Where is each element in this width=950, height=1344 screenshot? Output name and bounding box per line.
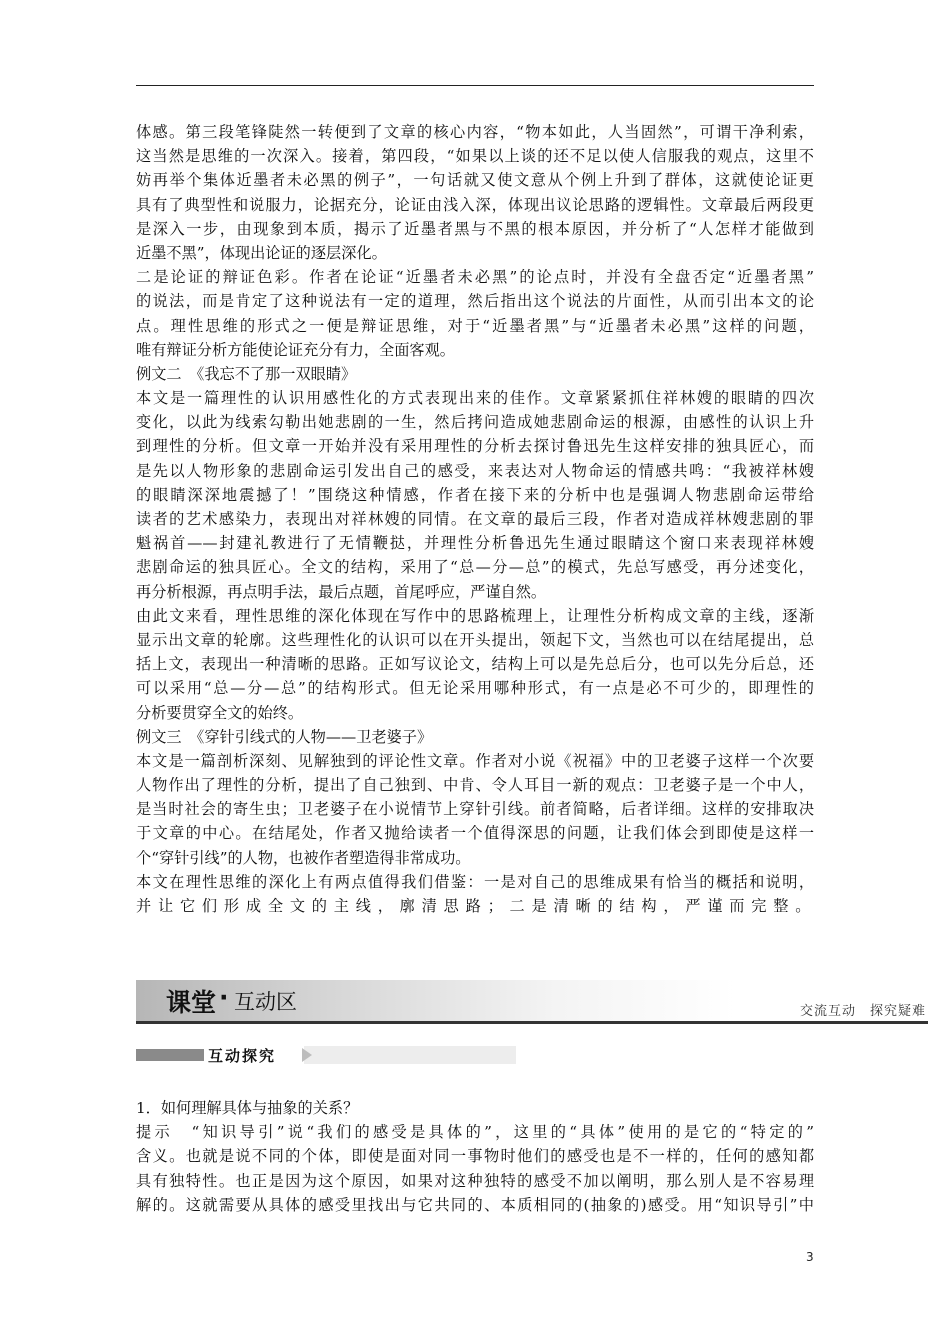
body-line: 近墨不黑”，体现出论证的逐层深化。 bbox=[136, 243, 387, 262]
banner-dot: · bbox=[219, 983, 229, 1012]
body-line: 可以采用“总—分—总”的结构形式。但无论采用哪种形式，有一点是必不可少的，即理性的 bbox=[136, 679, 814, 698]
qa-block bbox=[136, 1096, 814, 1217]
arrow-right-icon bbox=[302, 1048, 312, 1062]
banner-subtitle: 互动区 bbox=[234, 990, 297, 1014]
body-line: 括上文，表现出一种清晰的思路。正如写议论文，结构上可以是先总后分，也可以先分后总，还 bbox=[136, 655, 814, 674]
body-line: 具有了典型性和说服力，论据充分，论证由浅入深，体现出议论思路的逻辑性。文章最后两段更 bbox=[136, 195, 814, 214]
answer-line: 具有独特性。也正是因为这个原因，如果对这种独特的感受不加以阐明，那么别人是不容易理 bbox=[136, 1171, 814, 1190]
banner-tagline: 交流互动 探究疑难 bbox=[799, 1004, 926, 1019]
body-line: 二是论证的辩证色彩。作者在论证“近墨者未必黑”的论点时，并没有全盘否定“近墨者黑” bbox=[136, 268, 814, 287]
body-line: 妨再举个集体近墨者未必黑的例子”，一句话就又使文意从个例上升到了群体，这就使论证更 bbox=[136, 171, 814, 190]
body-line: 点。理性思维的形式之一便是辩证思维，对于“近墨者黑”与“近墨者未必黑”这样的问题， bbox=[136, 316, 814, 335]
section-bar-marker bbox=[136, 1049, 204, 1061]
body-line: 到理性的分析。但文章一开始并没有采用理性的分析去探讨鲁迅先生这样安排的独具匠心，而 bbox=[136, 437, 814, 456]
body-line: 是先以人物形象的悲剧命运引发出自己的感受，来表达对人物命运的情感共鸣：“我被祥林嫂 bbox=[136, 461, 814, 480]
body-line: 于文章的中心。在结尾处，作者又抛给读者一个值得深思的问题，让我们体会到即使是这样一 bbox=[136, 824, 814, 843]
body-line: 并让它们形成全文的主线，廓清思路；二是清晰的结构，严谨而完整。 bbox=[136, 897, 814, 915]
body-line: 人物作出了理性的分析，提出了自己独到、中肯、令人耳目一新的观点：卫老婆子是一个中人， bbox=[136, 776, 814, 795]
banner-rule bbox=[136, 1021, 928, 1024]
body-line: 读者的艺术感染力，表现出对祥林嫂的同情。在文章的最后三段，作者对造成祥林嫂悲剧的罪 bbox=[136, 510, 814, 528]
body-line: 的眼睛深深地震撼了！”围绕这种情感，作者在接下来的分析中也是强调人物悲剧命运带给 bbox=[136, 485, 814, 504]
body-line: 本文在理性思维的深化上有两点值得我们借鉴：一是对自己的思维成果有恰当的概括和说明， bbox=[136, 872, 814, 891]
body-line: 个“穿针引线”的人物，也被作者塑造得非常成功。 bbox=[136, 848, 471, 867]
body-line: 这当然是思维的一次深入。接着，第四段，“如果以上谈的还不足以使人信服我的观点，这里不 bbox=[136, 147, 814, 166]
body-line: 唯有辩证分析方能使论证充分有力，全面客观。 bbox=[136, 340, 455, 359]
example-heading: 例文三 《穿针引线式的人物——卫老婆子》 bbox=[136, 727, 433, 746]
section-bar-fill bbox=[304, 1046, 516, 1064]
body-line: 是深入一步，由现象到本质，揭示了近墨者黑与不黑的根本原因，并分析了“人怎样才能做到 bbox=[136, 219, 814, 238]
header-rule bbox=[136, 85, 814, 86]
example-heading: 例文二 《我忘不了那一双眼睛》 bbox=[136, 364, 357, 383]
answer-line: 解的。这就需要从具体的感受里找出与它共同的、本质相同的(抽象的)感受。用“知识导引”中 bbox=[136, 1195, 814, 1214]
classroom-banner bbox=[136, 980, 928, 1024]
body-text bbox=[136, 120, 814, 918]
page-number: 3 bbox=[806, 1250, 814, 1264]
section-title: 互动探究 bbox=[208, 1047, 277, 1065]
section-header bbox=[136, 1046, 516, 1064]
banner-title: 课堂 bbox=[166, 988, 217, 1017]
body-line: 本文是一篇剖析深刻、见解独到的评论性文章。作者对小说《祝福》中的卫老婆子这样一个次要 bbox=[136, 751, 814, 770]
body-line: 是当时社会的寄生虫；卫老婆子在小说情节上穿针引线。前者简略，后者详细。这样的安排取决 bbox=[136, 800, 814, 819]
body-line: 魁祸首——封建礼教进行了无情鞭挞，并理性分析鲁迅先生通过眼睛这个窗口来表现祥林嫂 bbox=[136, 534, 814, 553]
body-line: 体感。第三段笔锋陡然一转便到了文章的核心内容，“物本如此，人当固然”，可谓干净利索， bbox=[136, 123, 814, 141]
body-line: 本文是一篇理性的认识用感性化的方式表现出来的佳作。文章紧紧抓住祥林嫂的眼睛的四次 bbox=[136, 389, 814, 408]
body-line: 悲剧命运的独具匠心。全文的结构，采用了“总—分—总”的模式，先总写感受，再分述变化， bbox=[136, 558, 814, 577]
body-line: 再分析根源，再点明手法，最后点题，首尾呼应，严谨自然。 bbox=[136, 582, 547, 601]
answer-line: 含义。也就是说不同的个体，即使是面对同一事物时他们的感受也是不一样的，任何的感知都 bbox=[136, 1147, 814, 1166]
body-line: 由此文来看，理性思维的深化体现在写作中的思路梳理上，让理性分析构成文章的主线，逐渐 bbox=[136, 606, 814, 625]
answer-line: 提示 “知识导引”说“我们的感受是具体的”，这里的“具体”使用的是它的“特定的” bbox=[136, 1123, 814, 1142]
body-line: 显示出文章的轮廓。这些理性化的认识可以在开头提出，领起下文，当然也可以在结尾提出，总 bbox=[136, 630, 814, 649]
body-line: 变化，以此为线索勾勒出她悲剧的一生，然后拷问造成她悲剧命运的根源，由感性的认识上升 bbox=[136, 413, 814, 432]
body-line: 的说法，而是肯定了这种说法有一定的道理，然后指出这个说法的片面性，从而引出本文的论 bbox=[136, 292, 814, 311]
body-line: 分析要贯穿全文的始终。 bbox=[136, 703, 304, 722]
question: 1．如何理解具体与抽象的关系？ bbox=[136, 1099, 359, 1117]
